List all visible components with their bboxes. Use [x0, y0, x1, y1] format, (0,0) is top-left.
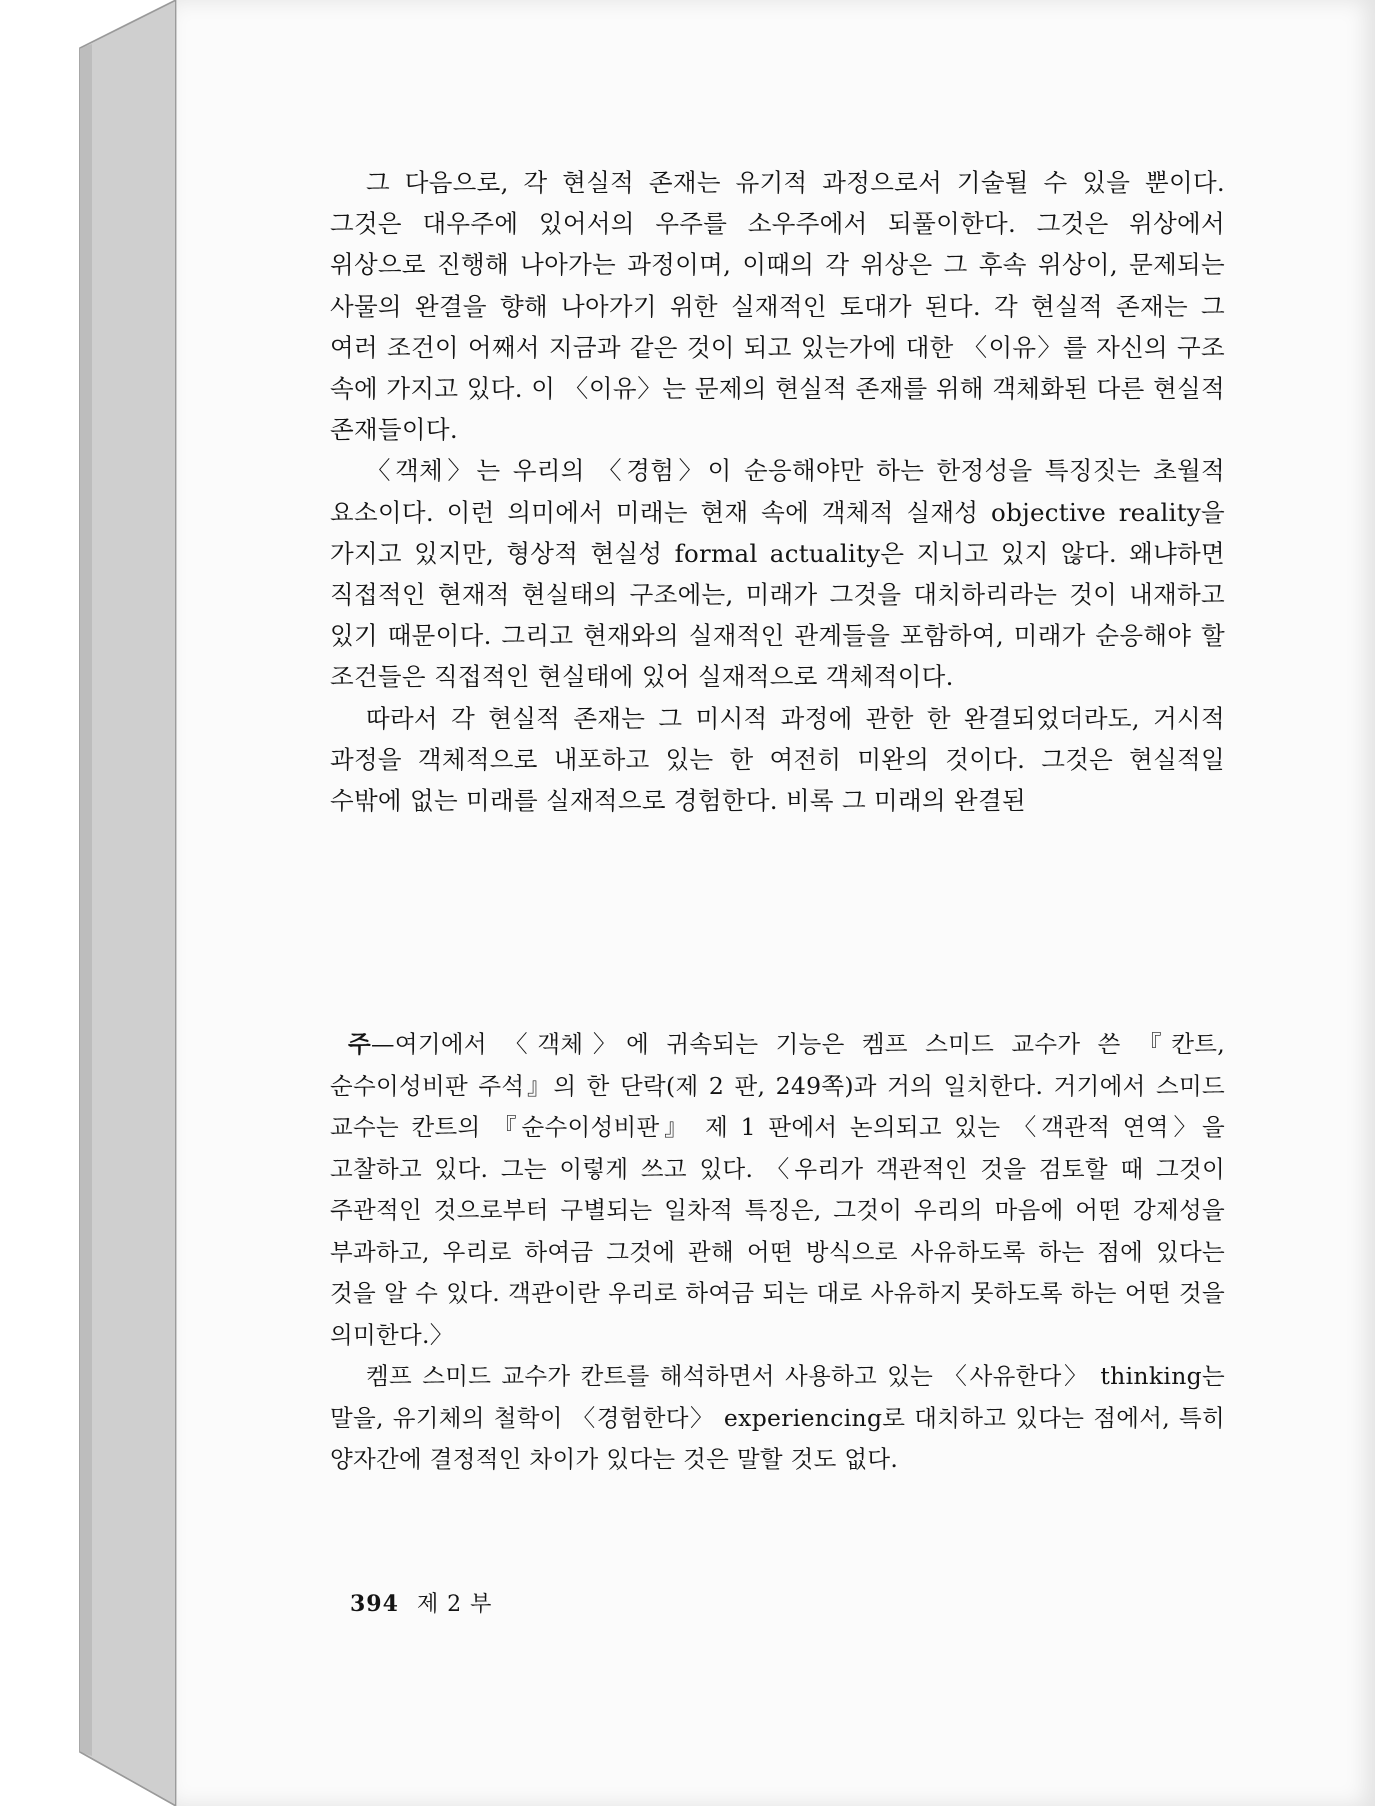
footnote-label: 주	[348, 1030, 372, 1058]
body-paragraph-3: 따라서 각 현실적 존재는 그 미시적 과정에 관한 한 완결되었더라도, 거시적 과정을 객체적으로 내포하고 있는 한 여전히 미완의 것이다. 그것은 현실적일 수밖에 없는 미래를 실재적으로 경험한다. 비록 그 미래의 완결된	[330, 703, 1225, 816]
page-footer	[350, 1587, 492, 1618]
body-text	[330, 162, 1225, 821]
body-paragraph-2: 〈객체〉는 우리의 〈경험〉이 순응해야만 하는 한정성을 특징짓는 초월적 요소이다. 이런 의미에서 미래는 현재 속에 객체적 실재성 objective reality을 가지고 있지만, 형상적 현실성 formal actuality은 지니고 있지 않다. 왜냐하면 직접적인 현재적 현실태의 구조에는, 미래가 그것을 대치하리라는 것이 내재하고 있기 때문이다. 그리고 현재와의 실재적인 관계들을 포함하여, 미래가 순응해야 할 조건들은 직접적인 현실태에 있어 실재적으로 객체적이다.	[330, 456, 1225, 692]
footnote-paragraph-1	[330, 1024, 1225, 1356]
part-label: 제 2 부	[416, 1592, 493, 1617]
footnote-dash: —	[371, 1030, 395, 1058]
body-paragraph-1: 그 다음으로, 각 현실적 존재는 유기적 과정으로서 기술될 수 있을 뿐이다. 그것은 대우주에 있어서의 우주를 소우주에서 되풀이한다. 그것은 위상에서 위상으로 진행해 나아가는 과정이며, 이때의 각 위상은 그 후속 위상이, 문제되는 사물의 완결을 향해 나아가기 위한 실재적인 토대가 된다. 각 현실적 존재는 그 여러 조건이 어째서 지금과 같은 것이 되고 있는가에 대한 〈이유〉를 자신의 구조 속에 가지고 있다. 이 〈이유〉는 문제의 현실적 존재를 위해 객체화된 다른 현실적 존재들이다.	[330, 168, 1226, 445]
footnote-paragraph-1-text: 여기에서 〈객체〉에 귀속되는 기능은 켐프 스미드 교수가 쓴 『칸트, 순수이성비판 주석』의 한 단락(제 2 판, 249쪽)과 거의 일치한다. 거기에서 스미드 교수는 칸트의 『순수이성비판』 제 1 판에서 논의되고 있는 〈객관적 연역〉을 고찰하고 있다. 그는 이렇게 쓰고 있다. 〈우리가 객관적인 것을 검토할 때 그것이 주관적인 것으로부터 구별되는 일차적 특징은, 그것이 우리의 마음에 어떤 강제성을 부과하고, 우리로 하여금 그것에 관해 어떤 방식으로 사유하도록 하는 점에 있다는 것을 알 수 있다. 객관이란 우리로 하여금 되는 대로 사유하지 못하도록 하는 어떤 것을 의미한다.〉	[330, 1030, 1225, 1349]
footnote	[330, 1024, 1225, 1481]
page-number: 394	[350, 1591, 399, 1617]
footnote-paragraph-2: 켐프 스미드 교수가 칸트를 해석하면서 사용하고 있는 〈사유한다〉 thinking는 말을, 유기체의 철학이 〈경험한다〉 experiencing로 대치하고 있다는 점에서, 특히 양자간에 결정적인 차이가 있다는 것은 말할 것도 없다.	[330, 1362, 1225, 1473]
